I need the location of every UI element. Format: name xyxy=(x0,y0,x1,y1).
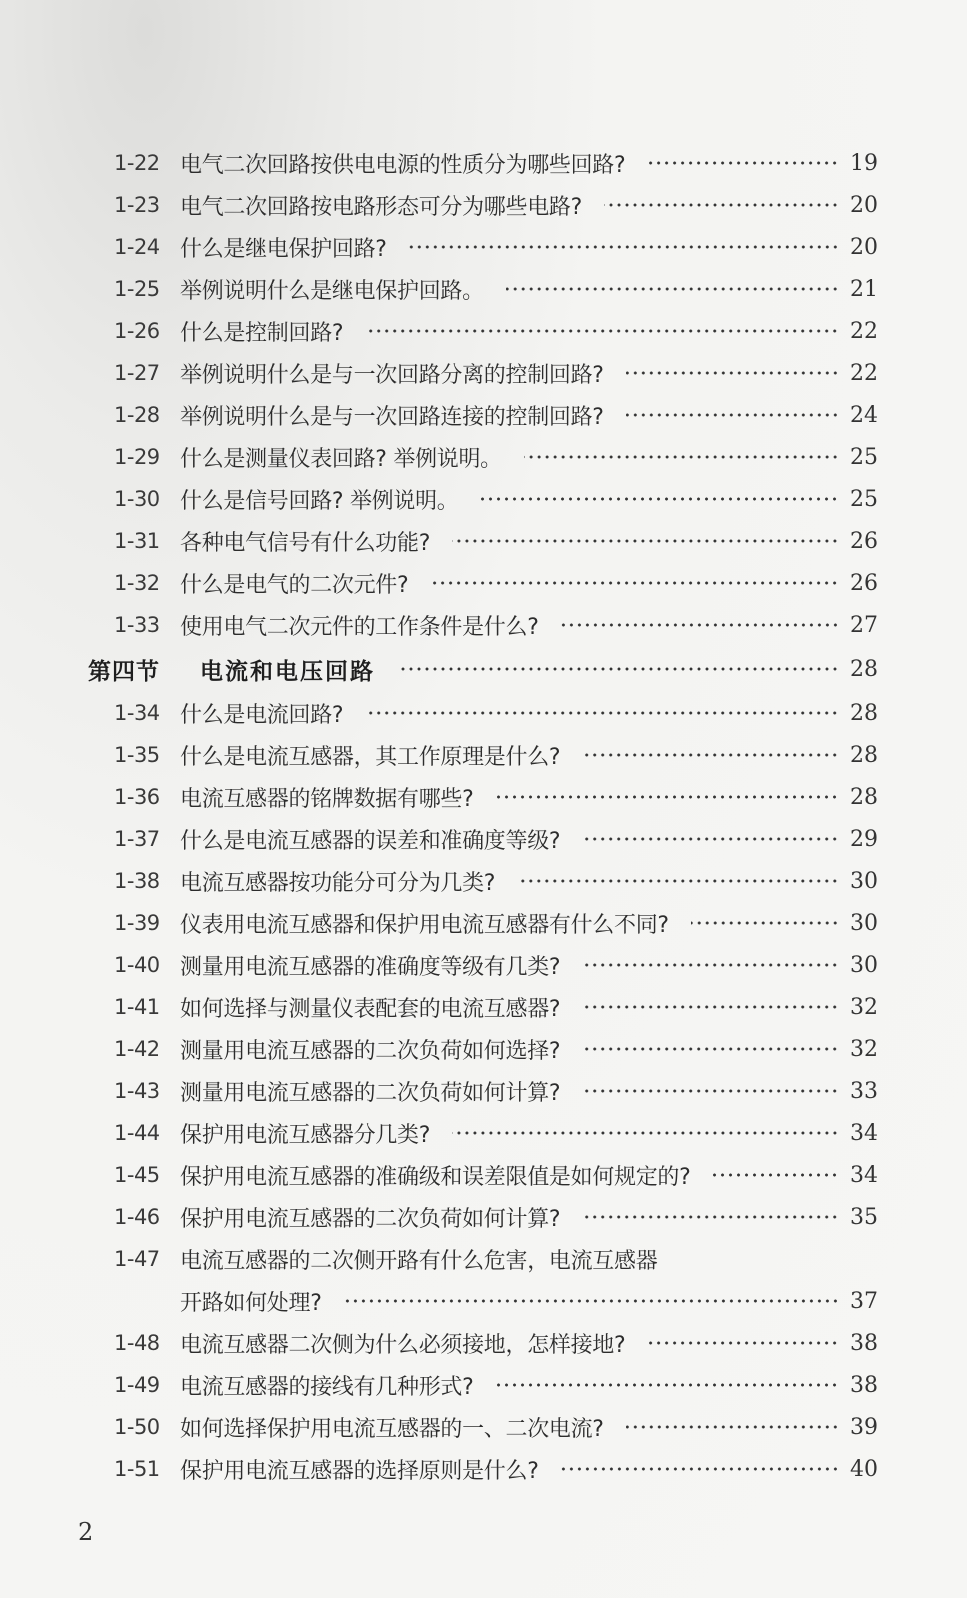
entry-title: 举例说明什么是与一次回路分离的控制回路? xyxy=(180,362,604,388)
leader-dots xyxy=(409,245,839,249)
entry-page: 35 xyxy=(850,1204,878,1230)
entry-title: 使用电气二次元件的工作条件是什么? xyxy=(180,614,539,640)
entry-number: 1-34 xyxy=(114,701,160,725)
page-number: 2 xyxy=(78,1518,94,1546)
entry-title: 电气二次回路按电路形态可分为哪些电路? xyxy=(180,194,582,220)
entry-page: 34 xyxy=(850,1162,878,1188)
entry-number: 1-37 xyxy=(114,827,160,851)
entry-page: 20 xyxy=(850,234,878,260)
leader-dots xyxy=(712,1173,839,1177)
toc-entry[interactable] xyxy=(0,520,967,562)
entry-page: 32 xyxy=(850,1036,878,1062)
toc-entry[interactable] xyxy=(0,1406,967,1448)
entry-title: 什么是继电保护回路? xyxy=(180,236,387,262)
entry-title: 电流互感器的铭牌数据有哪些? xyxy=(180,786,474,812)
entry-title: 什么是电流互感器的误差和准确度等级? xyxy=(180,828,561,854)
entry-number: 1-45 xyxy=(114,1163,160,1187)
toc-entry[interactable] xyxy=(0,478,967,520)
toc-entry[interactable] xyxy=(0,818,967,860)
toc-entry[interactable] xyxy=(0,1364,967,1406)
entry-number: 1-38 xyxy=(114,869,160,893)
entry-title: 什么是信号回路? 举例说明。 xyxy=(180,488,459,514)
entry-number: 1-29 xyxy=(114,445,160,469)
entry-number: 1-39 xyxy=(114,911,160,935)
leader-dots xyxy=(582,1089,839,1093)
leader-dots xyxy=(582,1005,839,1009)
entry-number: 1-31 xyxy=(114,529,160,553)
entry-title: 如何选择与测量仪表配套的电流互感器? xyxy=(180,996,561,1022)
entry-number: 1-51 xyxy=(114,1457,160,1481)
entry-title-line2: 开路如何处理? xyxy=(180,1290,322,1316)
entry-number: 1-48 xyxy=(114,1331,160,1355)
toc-entry[interactable] xyxy=(0,604,967,646)
entry-number: 1-42 xyxy=(114,1037,160,1061)
leader-dots xyxy=(582,837,839,841)
section-page: 28 xyxy=(850,656,878,682)
toc-entry[interactable] xyxy=(0,226,967,268)
leader-dots xyxy=(517,879,839,883)
section-heading[interactable] xyxy=(0,648,967,690)
entry-page: 38 xyxy=(850,1372,878,1398)
section-label: 第四节 xyxy=(88,658,160,685)
toc-entry[interactable] xyxy=(0,1322,967,1364)
entry-number: 1-46 xyxy=(114,1205,160,1229)
leader-dots xyxy=(524,455,839,459)
entry-number: 1-32 xyxy=(114,571,160,595)
leader-dots xyxy=(344,1299,839,1303)
entry-number: 1-35 xyxy=(114,743,160,767)
leader-dots xyxy=(691,921,839,925)
toc-entry[interactable] xyxy=(0,184,967,226)
entry-page: 38 xyxy=(850,1330,878,1356)
entry-title: 电流互感器二次侧为什么必须接地，怎样接地? xyxy=(180,1332,626,1358)
entry-number: 1-41 xyxy=(114,995,160,1019)
entry-page: 26 xyxy=(850,570,878,596)
entry-page: 25 xyxy=(850,444,878,470)
entry-page: 29 xyxy=(850,826,878,852)
entry-title: 测量用电流互感器的准确度等级有几类? xyxy=(180,954,561,980)
entry-page: 28 xyxy=(850,742,878,768)
entry-title: 保护用电流互感器的选择原则是什么? xyxy=(180,1458,539,1484)
entry-number: 1-28 xyxy=(114,403,160,427)
leader-dots xyxy=(582,753,839,757)
toc-entry[interactable] xyxy=(0,1070,967,1112)
entry-title: 什么是测量仪表回路? 举例说明。 xyxy=(180,446,502,472)
leader-dots xyxy=(495,795,839,799)
entry-title: 保护用电流互感器的二次负荷如何计算? xyxy=(180,1206,561,1232)
leader-dots xyxy=(495,1383,839,1387)
entry-number: 1-44 xyxy=(114,1121,160,1145)
toc-entry[interactable] xyxy=(0,1154,967,1196)
toc-entry[interactable] xyxy=(0,436,967,478)
leader-dots xyxy=(582,1215,839,1219)
entry-page: 19 xyxy=(850,150,878,176)
entry-page: 21 xyxy=(850,276,878,302)
entry-number: 1-36 xyxy=(114,785,160,809)
entry-number: 1-23 xyxy=(114,193,160,217)
leader-dots xyxy=(506,287,839,291)
toc-entry[interactable] xyxy=(0,142,967,184)
leader-dots xyxy=(582,963,839,967)
toc-entry[interactable] xyxy=(0,268,967,310)
entry-number: 1-49 xyxy=(114,1373,160,1397)
entry-title: 测量用电流互感器的二次负荷如何计算? xyxy=(180,1080,561,1106)
entry-number: 1-30 xyxy=(114,487,160,511)
toc-entry-continuation[interactable] xyxy=(0,1280,967,1322)
leader-dots xyxy=(626,1425,839,1429)
entry-page: 33 xyxy=(850,1078,878,1104)
toc-entry[interactable] xyxy=(0,1028,967,1070)
leader-dots xyxy=(582,1047,839,1051)
leader-dots xyxy=(626,371,839,375)
entry-number: 1-22 xyxy=(114,151,160,175)
entry-number: 1-43 xyxy=(114,1079,160,1103)
entry-title: 什么是控制回路? xyxy=(180,320,344,346)
entry-number: 1-40 xyxy=(114,953,160,977)
toc-entry[interactable] xyxy=(0,902,967,944)
leader-dots xyxy=(604,203,839,207)
entry-title: 电气二次回路按供电电源的性质分为哪些回路? xyxy=(180,152,626,178)
entry-page: 32 xyxy=(850,994,878,1020)
toc-entry[interactable] xyxy=(0,860,967,902)
entry-number: 1-33 xyxy=(114,613,160,637)
toc-entry[interactable] xyxy=(0,1448,967,1490)
entry-page: 34 xyxy=(850,1120,878,1146)
entry-title: 如何选择保护用电流互感器的一、二次电流? xyxy=(180,1416,604,1442)
toc-entry[interactable] xyxy=(0,562,967,604)
toc-entry[interactable] xyxy=(0,986,967,1028)
entry-title: 举例说明什么是与一次回路连接的控制回路? xyxy=(180,404,604,430)
entry-number: 1-47 xyxy=(114,1247,160,1271)
entry-title-line1: 电流互感器的二次侧开路有什么危害，电流互感器 xyxy=(180,1248,658,1274)
entry-number: 1-24 xyxy=(114,235,160,259)
leader-dots xyxy=(397,667,839,671)
toc-entry[interactable] xyxy=(0,1196,967,1238)
leader-dots xyxy=(480,497,839,501)
entry-page: 28 xyxy=(850,700,878,726)
entry-page: 39 xyxy=(850,1414,878,1440)
entry-page: 40 xyxy=(850,1456,878,1482)
toc-entry[interactable] xyxy=(0,1112,967,1154)
entry-title: 什么是电气的二次元件? xyxy=(180,572,409,598)
toc-entry[interactable] xyxy=(0,944,967,986)
entry-page: 22 xyxy=(850,318,878,344)
entry-number: 1-27 xyxy=(114,361,160,385)
entry-page: 37 xyxy=(850,1288,878,1314)
entry-page: 25 xyxy=(850,486,878,512)
entry-number: 1-25 xyxy=(114,277,160,301)
toc-entry[interactable] xyxy=(0,352,967,394)
entry-page: 24 xyxy=(850,402,878,428)
entry-page: 20 xyxy=(850,192,878,218)
entry-title: 电流互感器按功能分可分为几类? xyxy=(180,870,496,896)
leader-dots xyxy=(561,623,839,627)
toc-entry[interactable] xyxy=(0,692,967,734)
entry-page: 30 xyxy=(850,910,878,936)
toc-entry[interactable] xyxy=(0,310,967,352)
entry-page: 30 xyxy=(850,868,878,894)
leader-dots xyxy=(561,1467,839,1471)
entry-title: 保护用电流互感器的准确级和误差限值是如何规定的? xyxy=(180,1164,691,1190)
leader-dots xyxy=(430,581,839,585)
entry-title: 电流互感器的接线有几种形式? xyxy=(180,1374,474,1400)
entry-title: 什么是电流互感器，其工作原理是什么? xyxy=(180,744,561,770)
entry-title: 各种电气信号有什么功能? xyxy=(180,530,431,556)
leader-dots xyxy=(452,1131,839,1135)
entry-page: 22 xyxy=(850,360,878,386)
entry-title: 什么是电流回路? xyxy=(180,702,344,728)
entry-page: 26 xyxy=(850,528,878,554)
toc-entry[interactable] xyxy=(0,734,967,776)
entry-page: 27 xyxy=(850,612,878,638)
entry-page: 28 xyxy=(850,784,878,810)
toc-entry[interactable] xyxy=(0,776,967,818)
leader-dots xyxy=(647,161,839,165)
leader-dots xyxy=(647,1341,839,1345)
entry-title: 测量用电流互感器的二次负荷如何选择? xyxy=(180,1038,561,1064)
entry-title: 仪表用电流互感器和保护用电流互感器有什么不同? xyxy=(180,912,669,938)
entry-number: 1-26 xyxy=(114,319,160,343)
entry-title: 举例说明什么是继电保护回路。 xyxy=(180,278,484,304)
entry-page: 30 xyxy=(850,952,878,978)
leader-dots xyxy=(626,413,839,417)
leader-dots xyxy=(452,539,839,543)
entry-number: 1-50 xyxy=(114,1415,160,1439)
toc-entry[interactable] xyxy=(0,394,967,436)
section-title: 电流和电压回路 xyxy=(200,658,375,685)
toc-entry-multiline[interactable] xyxy=(0,1238,967,1280)
leader-dots xyxy=(365,329,839,333)
entry-title: 保护用电流互感器分几类? xyxy=(180,1122,431,1148)
leader-dots xyxy=(365,711,839,715)
